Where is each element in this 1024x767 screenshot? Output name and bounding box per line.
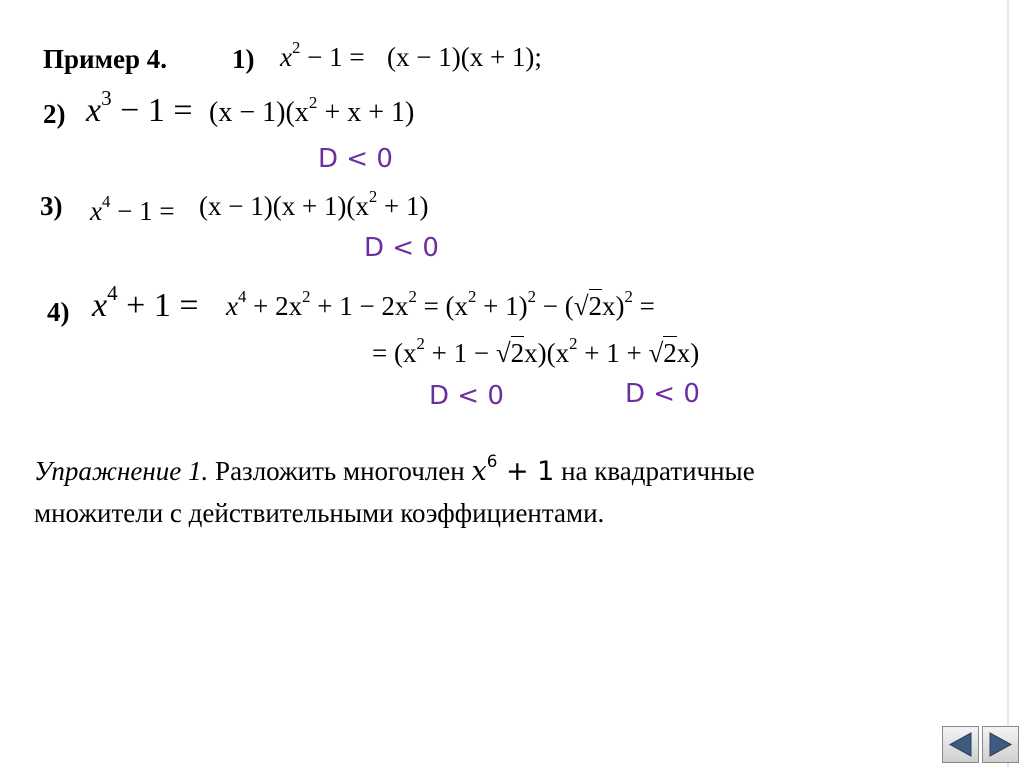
sqrt-symbol: √2 bbox=[495, 338, 525, 368]
item-4-number: 4) bbox=[47, 297, 70, 327]
item-4-expansion-line-1: $x^4 + 2x^2 + 1 - 2x^2 = (x^2 + 1)^2 - (√2x)^2$ = bbox=[226, 287, 655, 321]
item-2-lhs: $x^3 - 1$ = bbox=[86, 86, 193, 129]
item-4-expansion-line-2: = $(x^2 + 1 - √2x)(x^2 + 1 + √2x)$ bbox=[372, 334, 700, 368]
example-heading: Пример 4. bbox=[43, 44, 167, 74]
item-3-number: 3) bbox=[40, 191, 63, 221]
exercise-line-2: множители с действительными коэффициентами. bbox=[34, 498, 605, 528]
item-4-discriminant-note-1: D < 0 bbox=[429, 381, 504, 411]
item-4-lhs: $x^4 + 1$ = bbox=[92, 281, 199, 324]
item-2-number: 2) bbox=[43, 99, 66, 129]
item-3-discriminant-note: D < 0 bbox=[364, 233, 439, 263]
item-1-rhs: (x − 1)(x + 1); bbox=[387, 42, 542, 72]
item-3-lhs: $x^4 - 1$ = bbox=[90, 192, 175, 226]
item-3-rhs: $(x - 1)(x + 1)(x^2 + 1)$ bbox=[199, 187, 429, 221]
play-left-icon bbox=[943, 727, 978, 762]
exercise-label: Упражнение 1. bbox=[34, 456, 209, 486]
item-4-discriminant-note-2: D < 0 bbox=[625, 379, 700, 409]
item-1-lhs: $x^2 - 1$ = bbox=[280, 38, 365, 72]
item-1-number: 1) bbox=[232, 44, 255, 74]
item-2-rhs: $(x - 1)(x^2 + x + 1)$ bbox=[209, 92, 415, 128]
sqrt-symbol: √2 bbox=[648, 338, 677, 368]
exercise-line-1: Упражнение 1. Разложить многочлен $x^6 + 1$ на квадратичные bbox=[34, 451, 755, 487]
slide-edge bbox=[1007, 0, 1009, 767]
item-2-discriminant-note: D < 0 bbox=[318, 144, 393, 174]
play-right-icon bbox=[983, 727, 1018, 762]
next-slide-button[interactable] bbox=[982, 726, 1019, 763]
sqrt-symbol: √2 bbox=[573, 291, 603, 321]
prev-slide-button[interactable] bbox=[942, 726, 979, 763]
